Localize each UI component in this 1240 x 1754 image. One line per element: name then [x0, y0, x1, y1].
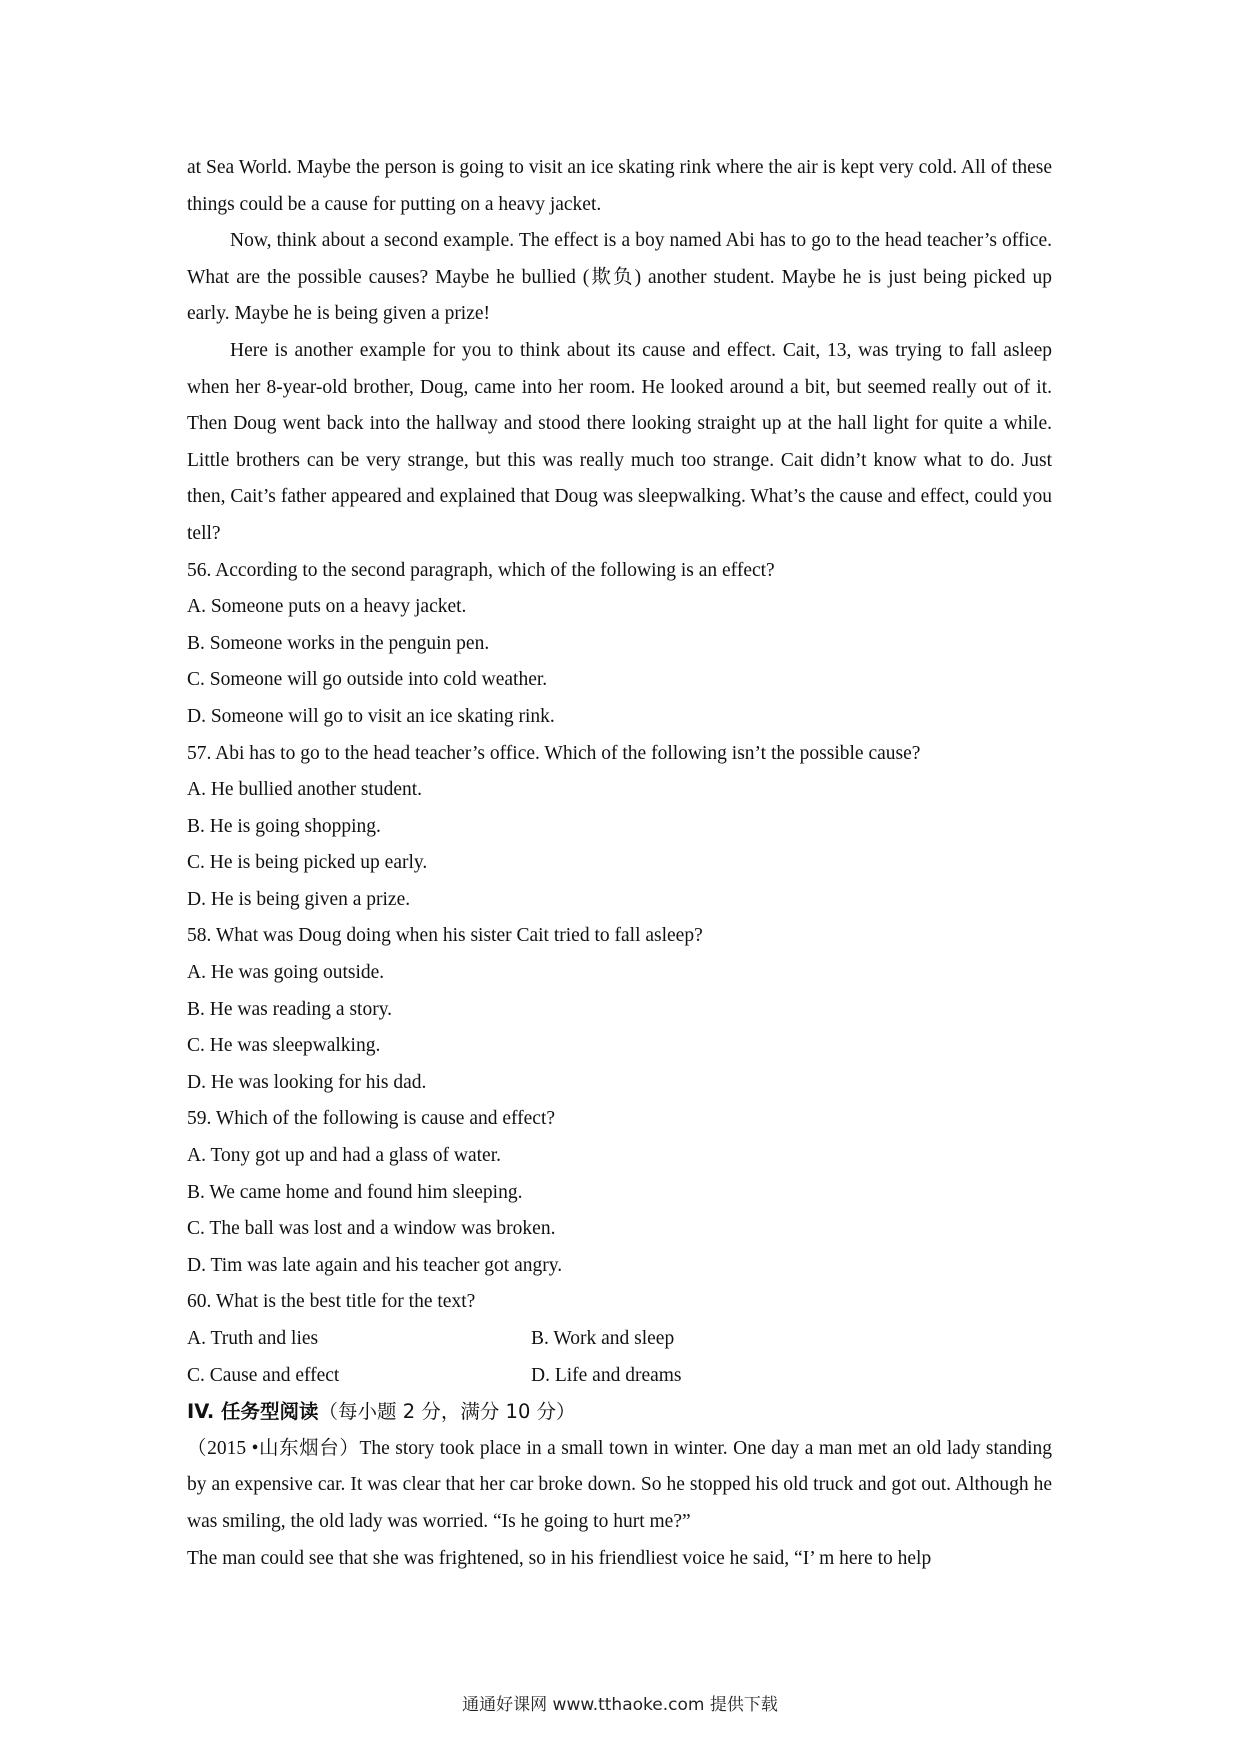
- option-d: D. He was looking for his dad.: [187, 1071, 427, 1093]
- option-d: D. Life and dreams: [531, 1364, 682, 1386]
- option-c: C. He is being picked up early.: [187, 852, 428, 874]
- section-heading-title: IV. 任务型阅读: [187, 1400, 319, 1424]
- option-b: B. Work and sleep: [531, 1328, 675, 1349]
- question-stem: 57. Abi has to go to the head teacher’s office. Which of the following isn’t the possible cause?: [187, 742, 921, 764]
- page-footer: 通通好课网 www.tthaoke.com 提供下载: [462, 1695, 778, 1715]
- option-c: C. Cause and effect: [187, 1364, 340, 1386]
- option-b: B. We came home and found him sleeping.: [187, 1181, 523, 1203]
- option-d: D. He is being given a prize.: [187, 888, 411, 910]
- option-d: D. Someone will go to visit an ice skating rink.: [187, 705, 555, 727]
- passage-paragraph-2: Now, think about a second example. The effect is a boy named Abi has to go to the head teacher’s office. What are the possible causes? Maybe he bullied (欺负) another student. Maybe he is just being picked up early. Maybe he is being given a prize!: [187, 230, 1052, 325]
- section-heading: [187, 1394, 1052, 1431]
- question-stem: 58. What was Doug doing when his sister Cait tried to fall asleep?: [187, 925, 703, 947]
- story-paragraph-1: （2015 •山东烟台）The story took place in a small town in winter. One day a man met an old lady standing by an expensive car. It was clear that her car broke down. So he stopped his old truck and got out. Although he was smiling, the old lady was worried. “Is he going to hurt me?”: [187, 1437, 1052, 1532]
- option-row-1: [187, 1321, 1052, 1358]
- section-heading-note: （每小题 2 分，满分 10 分）: [318, 1400, 576, 1424]
- option-c: C. The ball was lost and a window was broken.: [187, 1218, 556, 1240]
- question-stem: 59. Which of the following is cause and effect?: [187, 1108, 556, 1130]
- option-b: B. Someone works in the penguin pen.: [187, 632, 490, 654]
- option-a: A. He bullied another student.: [187, 779, 423, 801]
- question-58: [187, 918, 1052, 1101]
- option-c: C. Someone will go outside into cold weather.: [187, 669, 548, 691]
- question-stem: 56. According to the second paragraph, which of the following is an effect?: [187, 559, 775, 581]
- option-a: A. He was going outside.: [187, 962, 385, 984]
- question-60: [187, 1284, 1052, 1394]
- option-c: C. He was sleepwalking.: [187, 1035, 381, 1057]
- story-paragraph-2: The man could see that she was frightened, so in his friendliest voice he said, “I’ m here to help: [187, 1547, 932, 1569]
- passage-paragraph-1: at Sea World. Maybe the person is going to visit an ice skating rink where the air is kept very cold. All of these things could be a cause for putting on a heavy jacket.: [187, 157, 1052, 215]
- option-d: D. Tim was late again and his teacher got angry.: [187, 1254, 563, 1276]
- option-row-2: [187, 1358, 1052, 1395]
- option-a: A. Someone puts on a heavy jacket.: [187, 596, 467, 618]
- option-b: B. He was reading a story.: [187, 998, 393, 1020]
- question-stem: 60. What is the best title for the text?: [187, 1291, 476, 1313]
- passage-paragraph-3: Here is another example for you to think about its cause and effect. Cait, 13, was trying to fall asleep when her 8-year-old brother, Doug, came into her room. He looked around a bit, but seemed really out of it. Then Doug went back into the hallway and stood there looking straight up at the hall light for quite a while. Little brothers can be very strange, but this was really much too strange. Cait didn’t know what to do. Just then, Cait’s father appeared and explained that Doug was sleepwalking. What’s the cause and effect, could you tell?: [187, 339, 1052, 544]
- option-b: B. He is going shopping.: [187, 815, 381, 837]
- question-57: [187, 736, 1052, 919]
- option-a: A. Truth and lies: [187, 1328, 319, 1349]
- question-59: [187, 1101, 1052, 1284]
- question-56: [187, 553, 1052, 736]
- document-page: [187, 150, 1052, 1577]
- option-a: A. Tony got up and had a glass of water.: [187, 1145, 502, 1167]
